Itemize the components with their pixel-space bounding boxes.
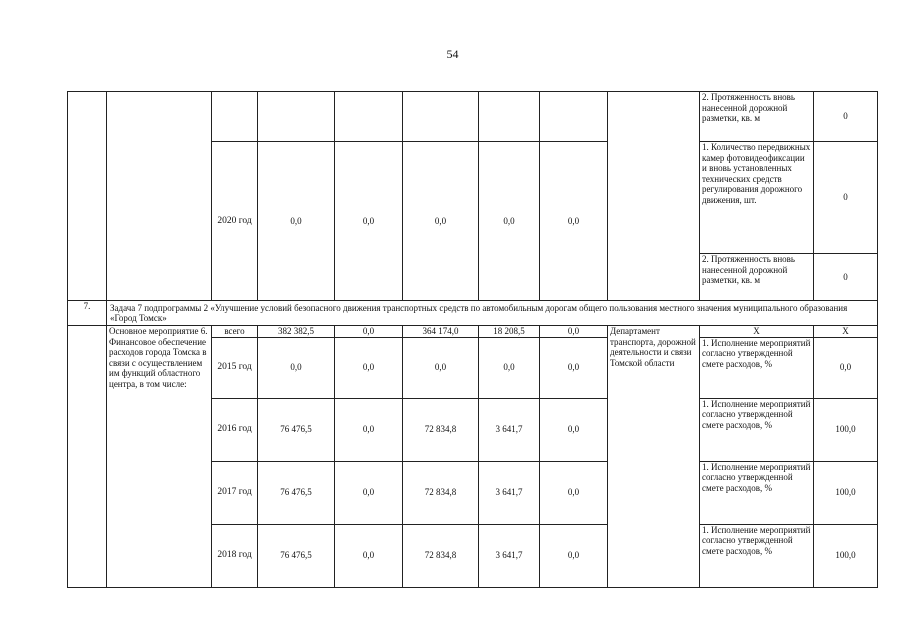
indicator-cell: 2. Протяженность вновь нанесенной дорожной разметки, кв. м <box>700 92 814 142</box>
indicator-value: 0 <box>814 92 878 142</box>
value-cell: 0,0 <box>335 398 403 461</box>
table-row <box>68 92 878 142</box>
indicator-cell: 1. Исполнение мероприятий согласно утвержденной смете расходов, % <box>700 398 814 461</box>
indicator-cell: 1. Исполнение мероприятий согласно утвержденной смете расходов, % <box>700 337 814 398</box>
measure-description: Основное мероприятие 6. Финансовое обеспечение расходов города Томска в связи с осуществлением им функций областного центра, в том числе: <box>107 326 212 588</box>
value-cell: 76 476,5 <box>258 461 335 524</box>
value-cell: 3 641,7 <box>479 461 540 524</box>
indicator-cell: 1. Количество передвижных камер фотовидеофиксации и вновь установленных технических средств регулирования дорожного движения, шт. <box>700 142 814 254</box>
value-cell: 18 208,5 <box>479 326 540 338</box>
value-cell: 3 641,7 <box>479 398 540 461</box>
num-cell-empty <box>68 326 107 588</box>
year-cell: 2016 год <box>212 398 258 461</box>
task-number: 7. <box>68 301 107 326</box>
indicator-value: 100,0 <box>814 524 878 587</box>
indicator-value: Х <box>814 326 878 338</box>
year-cell: 2018 год <box>212 524 258 587</box>
value-cell: 0,0 <box>540 461 608 524</box>
value-cell: 0,0 <box>479 142 540 301</box>
measure-cell-empty <box>107 92 212 301</box>
year-cell: всего <box>212 326 258 338</box>
value-cell: 3 641,7 <box>479 524 540 587</box>
value-cell: 0,0 <box>403 337 479 398</box>
value-cell: 0,0 <box>479 337 540 398</box>
indicator-value: 100,0 <box>814 398 878 461</box>
page-number: 54 <box>446 47 459 61</box>
table-row <box>68 301 878 326</box>
executor-cell: Департамент транспорта, дорожной деятельности и связи Томской области <box>608 326 700 588</box>
indicator-value: 0,0 <box>814 337 878 398</box>
program-table <box>67 91 878 588</box>
indicator-value: 0 <box>814 254 878 301</box>
indicator-value: 0 <box>814 142 878 254</box>
indicator-cell: Х <box>700 326 814 338</box>
value-cell: 0,0 <box>335 326 403 338</box>
table-row <box>68 326 878 338</box>
value-cell: 0,0 <box>540 142 608 301</box>
value-cell: 0,0 <box>335 337 403 398</box>
value-cell: 382 382,5 <box>258 326 335 338</box>
value-cell: 0,0 <box>403 142 479 301</box>
executor-cell-empty <box>608 92 700 301</box>
value-cell: 76 476,5 <box>258 524 335 587</box>
indicator-value: 100,0 <box>814 461 878 524</box>
indicator-cell: 1. Исполнение мероприятий согласно утвержденной смете расходов, % <box>700 461 814 524</box>
value-cell: 0,0 <box>335 142 403 301</box>
task-title: Задача 7 подпрограммы 2 «Улучшение условий безопасного движения транспортных средств по автомобильным дорогам общего пользования местного значения муниципального образования «Город Томск» <box>107 301 878 326</box>
value-cell: 364 174,0 <box>403 326 479 338</box>
value-cell: 76 476,5 <box>258 398 335 461</box>
value-cell: 0,0 <box>540 326 608 338</box>
value-cell: 72 834,8 <box>403 398 479 461</box>
value-cell: 0,0 <box>335 524 403 587</box>
indicator-cell: 2. Протяженность вновь нанесенной дорожной разметки, кв. м <box>700 254 814 301</box>
value-cell: 72 834,8 <box>403 461 479 524</box>
value-cell: 72 834,8 <box>403 524 479 587</box>
year-cell: 2020 год <box>212 142 258 301</box>
year-cell-empty <box>212 92 258 142</box>
value-cell: 0,0 <box>258 142 335 301</box>
year-cell: 2015 год <box>212 337 258 398</box>
value-cell: 0,0 <box>540 524 608 587</box>
value-cell: 0,0 <box>540 398 608 461</box>
value-cell: 0,0 <box>335 461 403 524</box>
indicator-cell: 1. Исполнение мероприятий согласно утвержденной смете расходов, % <box>700 524 814 587</box>
value-cell: 0,0 <box>258 337 335 398</box>
num-cell-empty <box>68 92 107 301</box>
year-cell: 2017 год <box>212 461 258 524</box>
value-cell: 0,0 <box>540 337 608 398</box>
